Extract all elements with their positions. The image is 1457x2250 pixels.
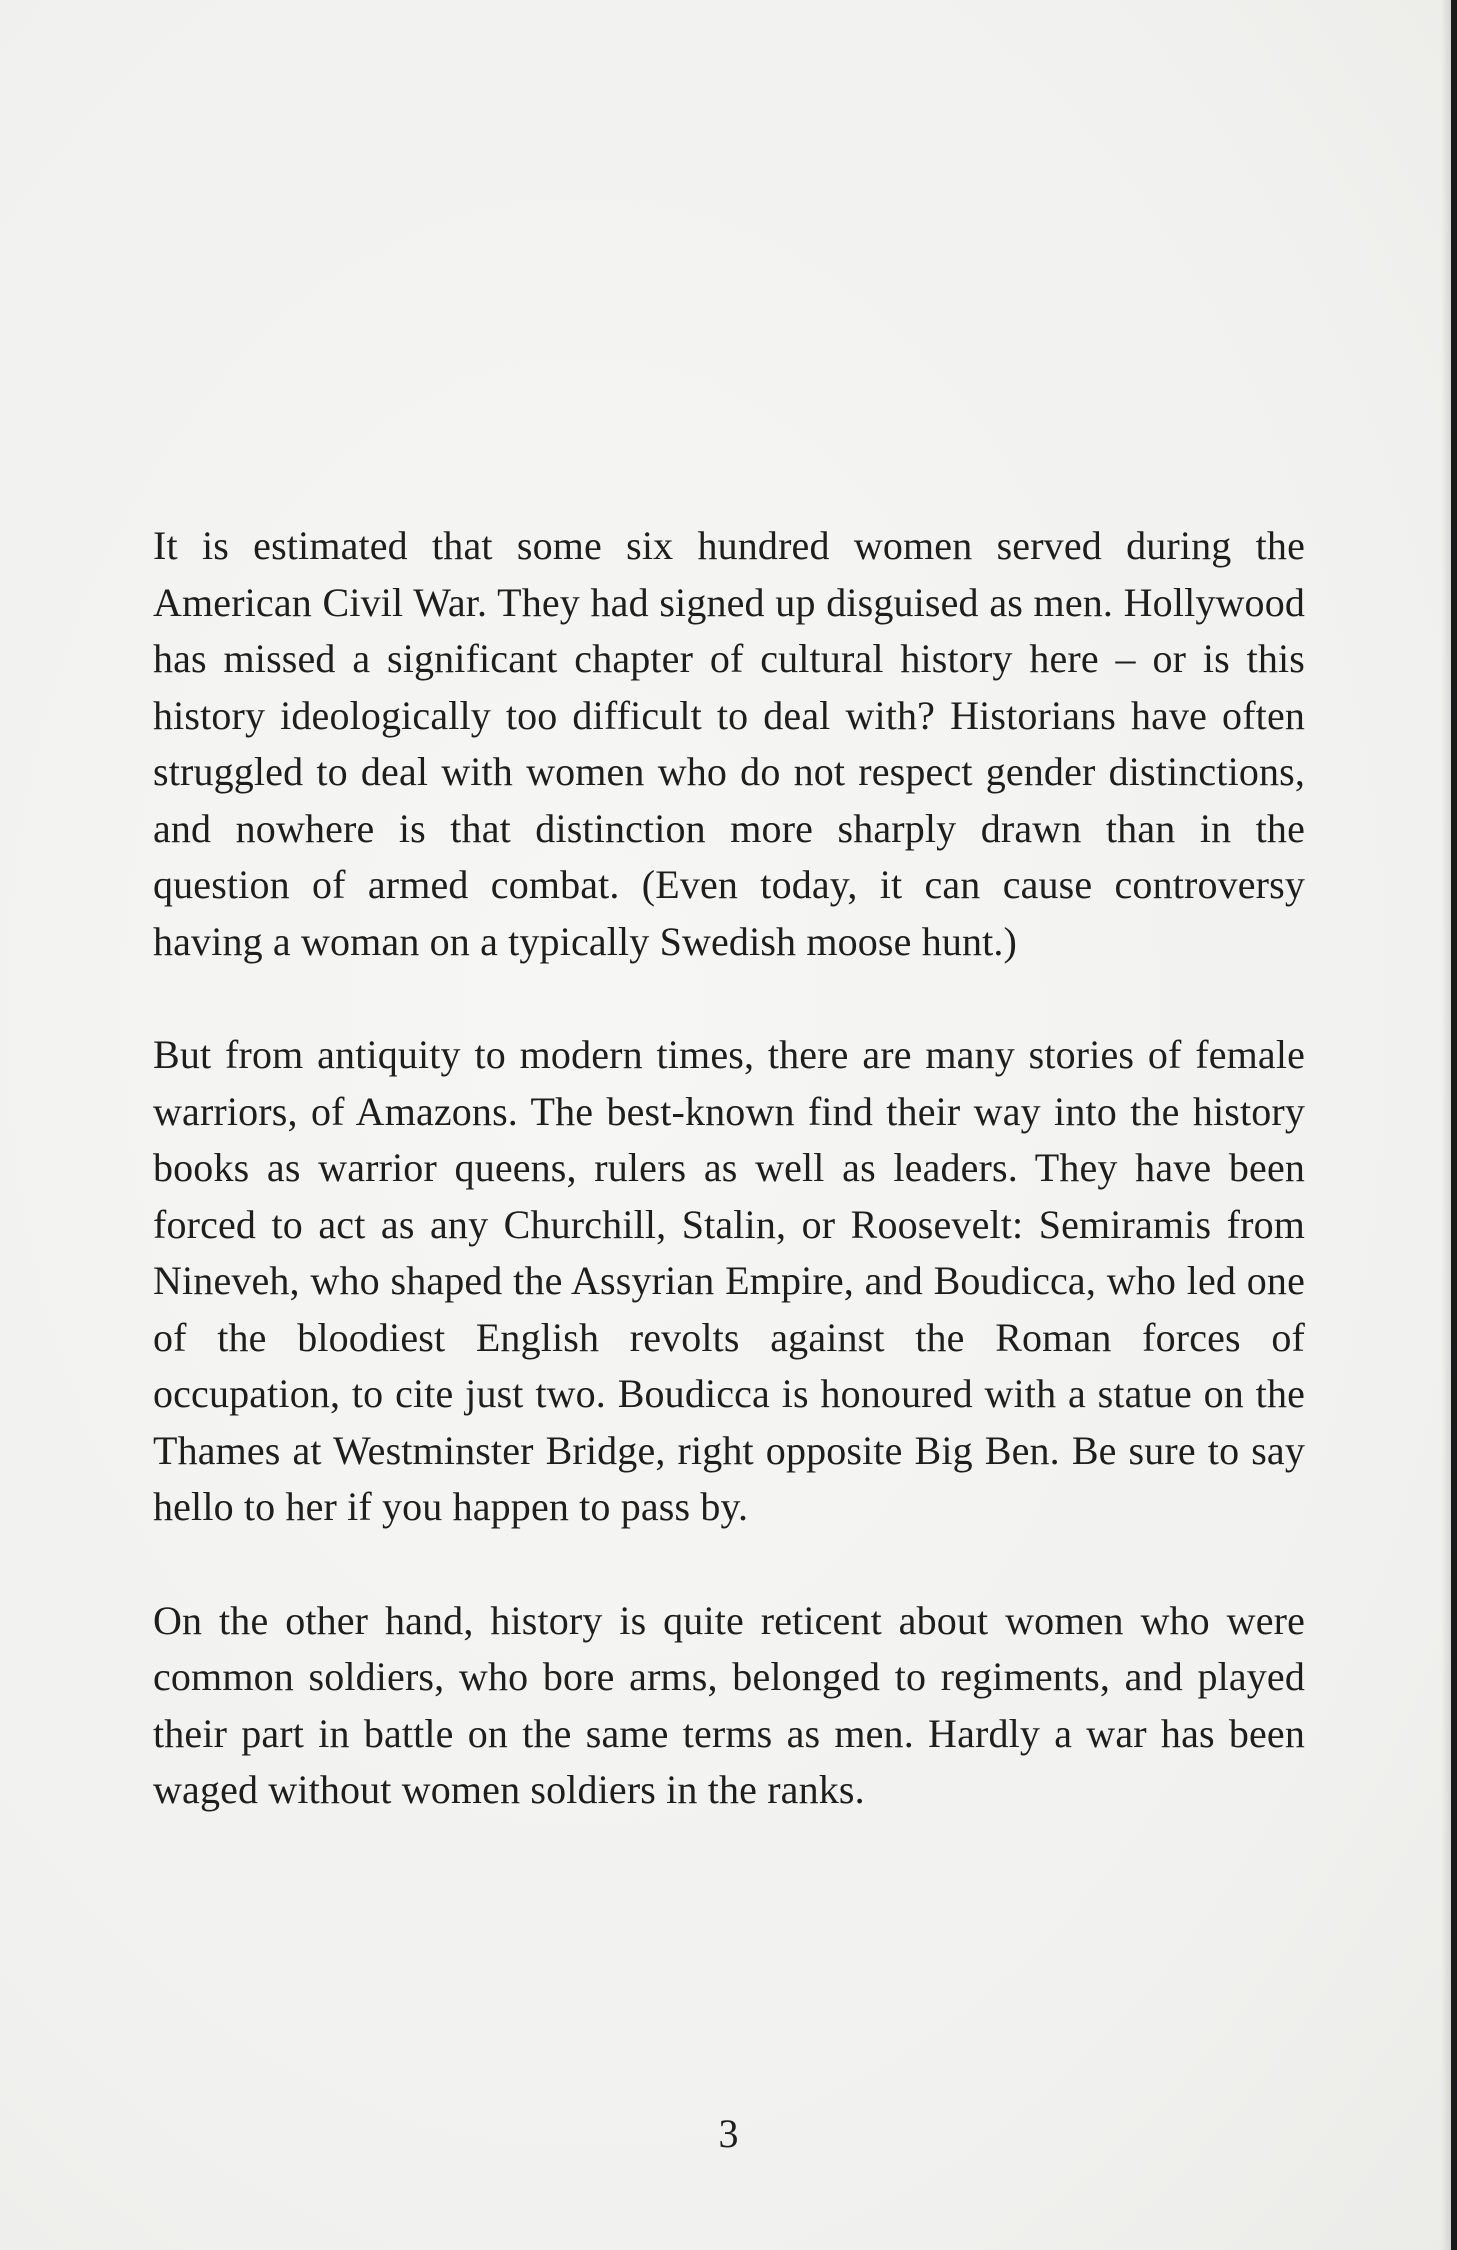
paragraph-civil-war: It is estimated that some six hundred women served during the American Civil War. They had signed up disguised as men. Hollywood has missed a significant chapter of cultural history here – or is this history ideologically too difficult to deal with? Historians have often struggled to deal with women who do not respect gender distinctions, and nowhere is that distinction more sharply drawn than in the question of armed combat. (Even today, it can cause controversy having a woman on a typically Swedish moose hunt.) [153,523,1305,964]
page-number: 3 [718,2111,739,2156]
page-edge-shadow [1441,0,1451,2250]
body-text [153,518,1305,1876]
paragraph-common-soldiers: On the other hand, history is quite reticent about women who were common soldiers, who bore arms, belonged to regiments, and played their part in battle on the same terms as men. Hardly a war has been waged without women soldiers in the ranks. [153,1597,1305,1812]
page-edge [1451,0,1457,2250]
paragraph-amazons: But from antiquity to modern times, there are many stories of female warriors, of Amazons. The best-known find their way into the history books as warrior queens, rulers as well as leaders. They have been forced to act as any Churchill, Stalin, or Roosevelt: Semiramis from Nineveh, who shaped the Assyrian Empire, and Boudicca, who led one of the bloodiest English revolts against the Roman forces of occupation, to cite just two. Boudicca is honoured with a statue on the Thames at Westminster Bridge, right opposite Big Ben. Be sure to say hello to her if you happen to pass by. [153,1032,1305,1529]
